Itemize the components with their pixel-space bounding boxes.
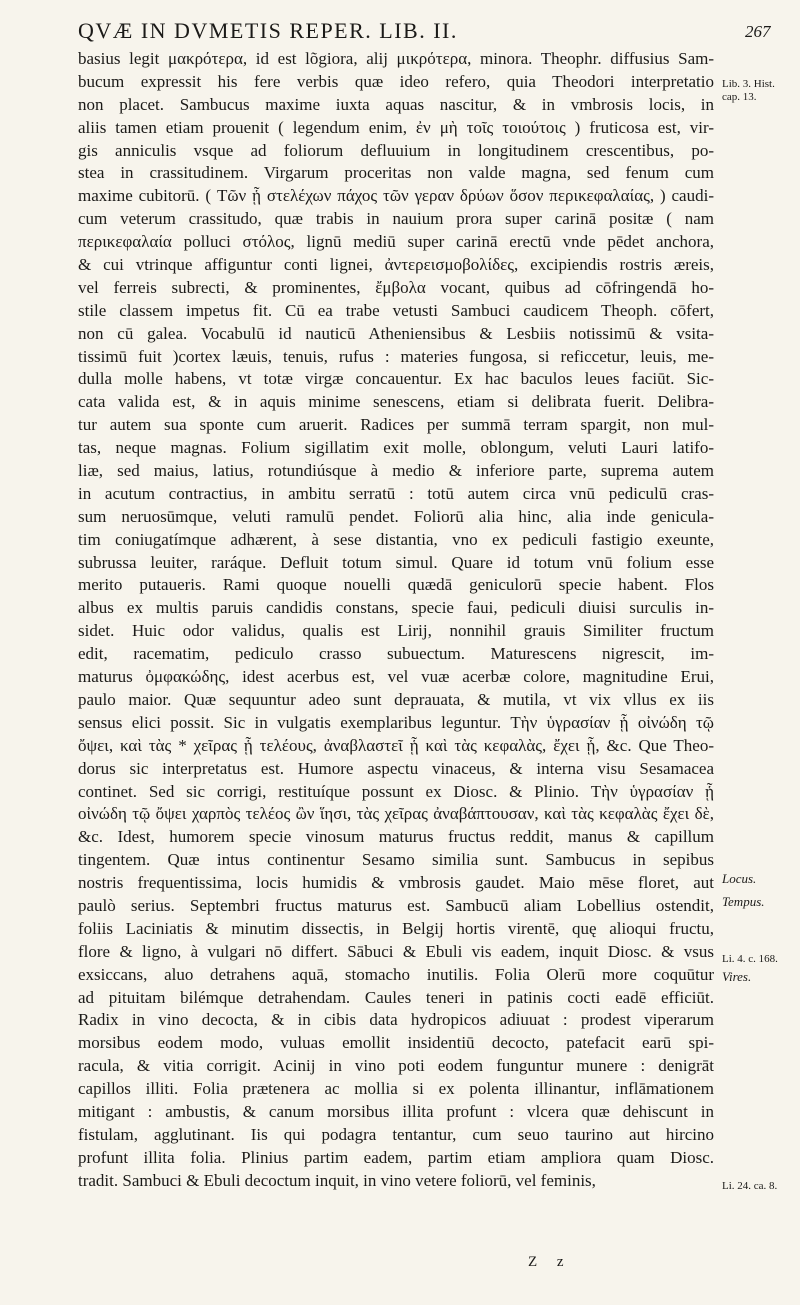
text-line: exsiccans, aluo detrahens aquā, stomacho inutilis. Folia Olerū more coquūtur xyxy=(78,964,714,984)
text-line: tas, neque magnas. Folium sigillatim exit molle, oblongum, veluti Lauri latifo- xyxy=(78,438,714,458)
text-line: ad pituitam bilémque detrahendam. Caules teneri in patinis cocti eadē efficiūt. xyxy=(78,987,714,1007)
text-line: dulla molle habens, vt totæ virgæ concauentur. Ex hac baculos leues faciūt. Sic- xyxy=(78,369,714,389)
text-line: tissimū fuit )cortex læuis, tenuis, rufus : materies fungosa, si reficcetur, leuis, me- xyxy=(78,346,714,366)
text-line: paulo maior. Quæ sequuntur adeo sunt deprauata, & mutila, vt vix vllus ex iis xyxy=(78,689,714,709)
text-line: paulò serius. Septembri fructus maturus est. Sambucū aliam Lobellius ostendit, xyxy=(78,895,714,915)
text-line: gis anniculis vsque ad foliorum defluuium in longitudinem crescentibus, po- xyxy=(78,140,714,160)
text-line: flore & ligno, à vulgari nō differt. Sābuci & Ebuli vis eadem, inquit Diosc. & vsus xyxy=(78,941,714,961)
text-line: aliis tamen etiam prouenit ( legendum enim, ἐν μὴ τοῖς τοιούτοις ) fruticosa est, vir- xyxy=(78,117,714,137)
text-line: liæ, sed maius, latius, rotundiúsque à medio & inferiore parte, suprema autem xyxy=(78,461,714,481)
text-line: morsibus eodem modo, vuluas emollit insidentiū decocto, patefacit earū spi- xyxy=(78,1033,714,1053)
text-line: sensus elici possit. Sic in vulgatis exemplaribus leguntur. Τὴν ὑγρασίαν ᾗ οἰνώδη τῷ xyxy=(78,712,714,732)
text-line: continet. Sed sic corrigi, restituíque possunt ex Diosc. & Plinio. Τὴν ὑγρασίαν ᾗ xyxy=(78,781,714,801)
text-line: cata valida est, & in aquis minime senescens, etiam si delibrata fuerit. Delibra- xyxy=(78,392,714,412)
text-line: οἰνώδη τῷ ὄψει χαρπὸς τελέος ὢν ἵησι, τὰς χεῖρας ἀναβάπτουσαν, καὶ τὰς κεφαλὰς ἔχει δὲ, xyxy=(78,804,714,824)
text-line: sum neruosūmque, veluti ramulū pendet. Foliorū alia hinc, alia inde genicula- xyxy=(78,506,714,526)
text-line: maturus ὀμφακώδης, idest acerbus est, vel vuæ acerbæ colore, magnitudine Erui, xyxy=(78,667,714,687)
text-line: fistulam, agglutinant. Iis qui podagra tentantur, cum seuo taurino aut hircino xyxy=(78,1124,714,1144)
signature-mark: Z z xyxy=(528,1254,572,1270)
text-line: albus ex multis paruis candidis constans, specie faui, pediculi diuisi surculis in- xyxy=(78,598,714,618)
text-line: tradit. Sambuci & Ebuli decoctum inquit, in vino vetere foliorū, vel feminis, xyxy=(78,1170,596,1190)
body-text xyxy=(78,48,714,1193)
text-line: tur autem sua sponte cum aruerit. Radices per summā terram spargit, non mul- xyxy=(78,415,714,435)
text-line: cum veterum crassitudo, quæ trabis in nauium prora super carinā positæ ( nam xyxy=(78,209,714,229)
margin-note-vires: Vires. xyxy=(722,969,752,984)
text-line: nostris frequentissima, locis humidis & vmbrosis gaudet. Maio mēse floret, aut xyxy=(78,873,714,893)
text-line: &c. Idest, humorem specie vinosum maturus fructus reddit, manus & capillum xyxy=(78,827,714,847)
margin-note-line: Lib. 3. Hist. xyxy=(722,78,775,90)
margin-note-locus: Locus. xyxy=(722,871,757,886)
text-line: Radix in vino decocta, & in cibis data hydropicos adiuuat : prodest viperarum xyxy=(78,1010,714,1030)
text-line: capillos illiti. Folia prætenera ac mollia si ex polenta illinantur, inflāmationem xyxy=(78,1079,714,1099)
text-line: non cū galea. Vocabulū id nauticū Atheniensibus & Lesbiis notissimū & vsita- xyxy=(78,323,714,343)
text-line: edit, racematim, pediculo crasso subuectum. Maturescens nigrescit, im- xyxy=(78,644,714,664)
text-line: dorus sic interpretatus est. Humore aspectu vinaceus, & interna visu Sesamacea xyxy=(78,758,714,778)
text-line: mitigant : ambustis, & canum morsibus illita profunt : vlcera quæ dehiscunt in xyxy=(78,1101,714,1121)
text-line: racula, & vitia corrigit. Acinij in vino poti eodem funguntur munere : denigrāt xyxy=(78,1056,714,1076)
text-line: profunt illita folia. Plinius partim eadem, partim etiam ampliora quam Diosc. xyxy=(78,1147,714,1167)
text-line: maxime cubitorū. ( Τῶν ᾗ στελέχων πάχος τῶν γεραν δρύων ὅσον περικεφαλαίας, ) caudi- xyxy=(78,186,714,206)
text-line: foliis Laciniatis & minutim dissectis, in Belgij hortis virentē, quę alioqui fructu, xyxy=(78,918,714,938)
text-line: in acutum contractius, in ambitu serratū : totū autem circa vnū pediculū cras- xyxy=(78,483,714,503)
text-line: bucum expressit his fere verbis quæ ideo refero, quia Theodori interpretatio xyxy=(78,71,714,91)
margin-note-reference: Li. 4. c. 168. xyxy=(722,953,778,965)
text-line: sidet. Huic odor validus, qualis est Lirij, nonnihil grauis Similiter fructum xyxy=(78,621,714,641)
text-line: basius legit μακρότερα, id est lõgiora, alij μικρότερα, minora. Theophr. diffusius Sam- xyxy=(78,49,714,68)
text-line: stile classem impetus fit. Cū ea trabe vetusti Sambuci caudicem Theoph. cōfert, xyxy=(78,300,714,320)
text-line: merito putaueris. Rami quoque nouelli quædā geniculorū specie habent. Flos xyxy=(78,575,714,595)
text-line: vel ferreis subrecti, & prominentes, ἔμβολα vocant, quibus ad cōfringendā ho- xyxy=(78,277,714,297)
margin-note-line: cap. 13. xyxy=(722,91,757,103)
text-line: tingentem. Quæ intus continentur Sesamo similia sunt. Sambucus in sepibus xyxy=(78,850,714,870)
margin-note-reference: Li. 24. ca. 8. xyxy=(722,1180,778,1192)
text-line: & cui vtrinque affiguntur conti lignei, ἀντερεισμοβολίδες, excipiendis rostris æreis, xyxy=(78,255,714,275)
text-line: subrussa leuiter, raráque. Defluit totum simul. Quare id totum vnū folium esse xyxy=(78,552,714,572)
page-number: 267 xyxy=(745,22,771,41)
text-line: stea in crassitudinem. Virgarum proceritas non valde magna, sed fenum cum xyxy=(78,163,714,183)
margin-note-reference xyxy=(722,78,794,104)
text-line: non placet. Sambucus maxime iuxta aquas nascitur, & in vmbrosis locis, in xyxy=(78,94,714,114)
margin-note-tempus: Tempus. xyxy=(722,894,765,909)
text-line: tim coniugatímque adhærent, à sese distantia, vno ex pediculi fastigio exeunte, xyxy=(78,529,714,549)
running-head: QVÆ IN DVMETIS REPER. LIB. II. xyxy=(78,18,458,43)
text-line: ὄψει, καὶ τὰς * χεῖρας ᾗ τελέους, ἀναβλαστεῖ ᾗ καὶ τὰς κεφαλὰς, ἔχει ᾗ, &c. Que Theo- xyxy=(78,735,714,755)
text-line: περικεφαλαία polluci στόλος, lignū mediū super carinā erectū vnde pēdet anchora, xyxy=(78,232,714,252)
